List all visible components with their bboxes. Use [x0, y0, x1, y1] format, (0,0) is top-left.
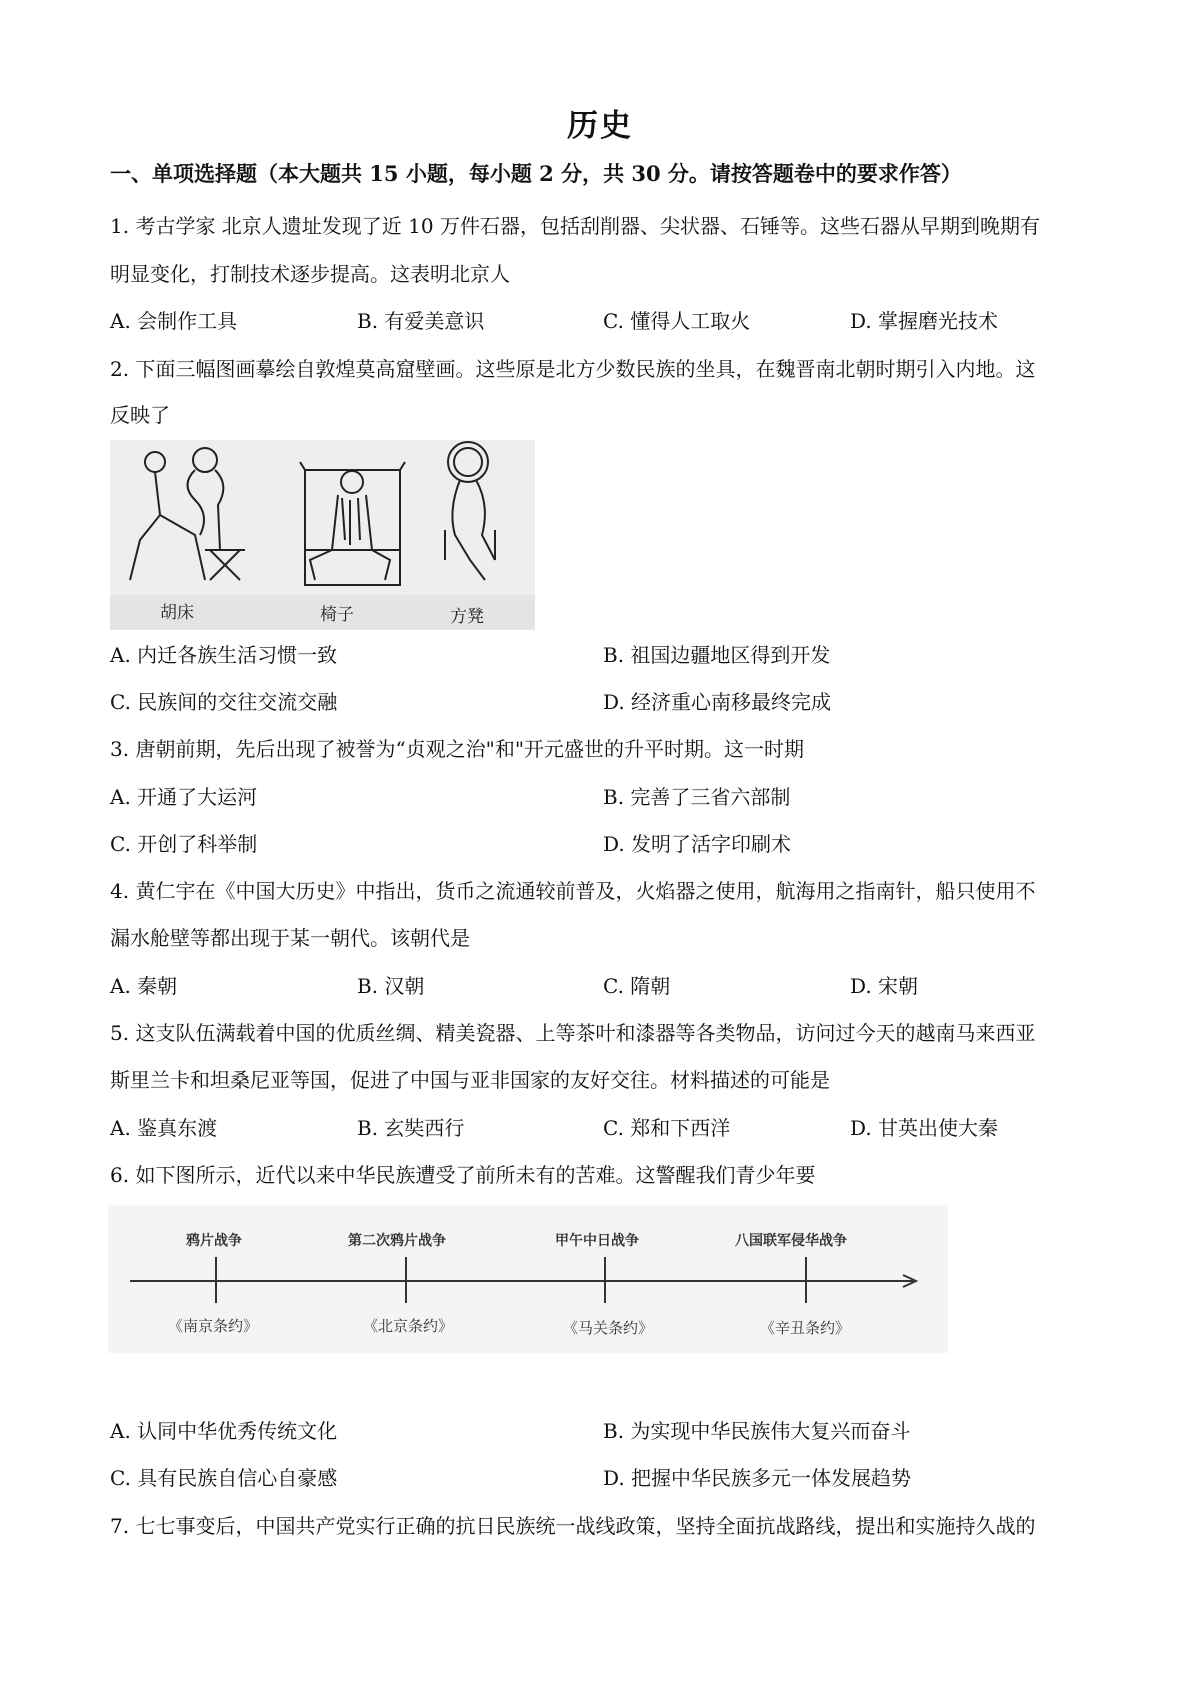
q1-text-line-1: 1. 考古学家 北京人遗址发现了近 10 万件石器，包括刮削器、尖状器、石锤等。这些石器从早期到晚期有 [110, 214, 1040, 238]
modern-history-timeline [108, 1205, 948, 1353]
q3-option-b: B. 完善了三省六部制 [603, 785, 791, 809]
q2-text-line-2: 反映了 [110, 403, 170, 427]
q4-text-line-1: 4. 黄仁宇在《中国大历史》中指出，货币之流通较前普及，火焰器之使用，航海用之指南针，船只使用不 [110, 879, 1036, 903]
q3-text-line-1: 3. 唐朝前期，先后出现了被誉为“贞观之治"和"开元盛世的升平时期。这一时期 [110, 737, 805, 761]
timeline-event-2: 第二次鸦片战争 [348, 1233, 446, 1249]
q5-option-b: B. 玄奘西行 [357, 1116, 465, 1140]
q6-option-b: B. 为实现中华民族伟大复兴而奋斗 [603, 1419, 911, 1443]
q4-option-c: C. 隋朝 [603, 974, 671, 998]
q6-option-a: A. 认同中华优秀传统文化 [110, 1419, 338, 1443]
q2-option-a: A. 内迁各族生活习惯一致 [110, 643, 338, 667]
timeline-treaty-2: 《北京条约》 [363, 1317, 454, 1335]
q5-option-c: C. 郑和下西洋 [603, 1116, 731, 1140]
q3-option-d: D. 发明了活字印刷术 [603, 832, 792, 856]
q5-option-d: D. 甘英出使大秦 [850, 1116, 999, 1140]
q1-option-c: C. 懂得人工取火 [603, 309, 751, 333]
timeline-treaty-3: 《马关条约》 [563, 1319, 654, 1337]
q1-option-d: D. 掌握磨光技术 [850, 309, 999, 333]
q5-text-line-1: 5. 这支队伍满载着中国的优质丝绸、精美瓷器、上等茶叶和漆器等各类物品，访问过今天的越南马来西亚 [110, 1021, 1036, 1045]
q7-text-line-1: 7. 七七事变后，中国共产党实行正确的抗日民族统一战线政策，坚持全面抗战路线，提出和实施持久战的 [110, 1514, 1036, 1538]
timeline-event-3: 甲午中日战争 [555, 1233, 639, 1249]
timeline-event-4: 八国联军侵华战争 [735, 1233, 847, 1249]
q4-option-d: D. 宋朝 [850, 974, 919, 998]
q1-option-a: A. 会制作工具 [110, 309, 238, 333]
q1-option-b: B. 有爱美意识 [357, 309, 485, 333]
dunhuang-seating-figure [110, 440, 535, 630]
section-heading: 一、单项选择题（本大题共 15 小题，每小题 2 分，共 30 分。请按答题卷中的要求作答） [110, 161, 962, 186]
label-chair: 椅子 [320, 605, 354, 625]
timeline-event-1: 鸦片战争 [186, 1233, 242, 1249]
timeline-treaty-4: 《辛丑条约》 [760, 1319, 851, 1337]
q4-option-b: B. 汉朝 [357, 974, 425, 998]
q3-option-a: A. 开通了大运河 [110, 785, 258, 809]
q6-option-c: C. 具有民族自信心自豪感 [110, 1466, 338, 1490]
timeline-treaty-1: 《南京条约》 [168, 1317, 259, 1335]
q1-text-line-2: 明显变化，打制技术逐步提高。这表明北京人 [110, 262, 510, 286]
q4-option-a: A. 秦朝 [110, 974, 178, 998]
q4-text-line-2: 漏水舱壁等都出现于某一朝代。该朝代是 [110, 926, 470, 950]
q3-option-c: C. 开创了科举制 [110, 832, 258, 856]
q5-text-line-2: 斯里兰卡和坦桑尼亚等国，促进了中国与亚非国家的友好交往。材料描述的可能是 [110, 1068, 830, 1092]
q5-option-a: A. 鉴真东渡 [110, 1116, 218, 1140]
q2-option-b: B. 祖国边疆地区得到开发 [603, 643, 831, 667]
q6-option-d: D. 把握中华民族多元一体发展趋势 [603, 1466, 912, 1490]
q2-option-d: D. 经济重心南移最终完成 [603, 690, 832, 714]
label-hu-chuang: 胡床 [160, 603, 194, 623]
page-title: 历史 [567, 108, 633, 144]
label-fang-deng: 方凳 [450, 607, 484, 627]
q6-text-line-1: 6. 如下图所示，近代以来中华民族遭受了前所未有的苦难。这警醒我们青少年要 [110, 1163, 816, 1187]
q2-text-line-1: 2. 下面三幅图画摹绘自敦煌莫高窟壁画。这些原是北方少数民族的坐具，在魏晋南北朝时期引入内地。这 [110, 357, 1036, 381]
q2-option-c: C. 民族间的交往交流交融 [110, 690, 338, 714]
